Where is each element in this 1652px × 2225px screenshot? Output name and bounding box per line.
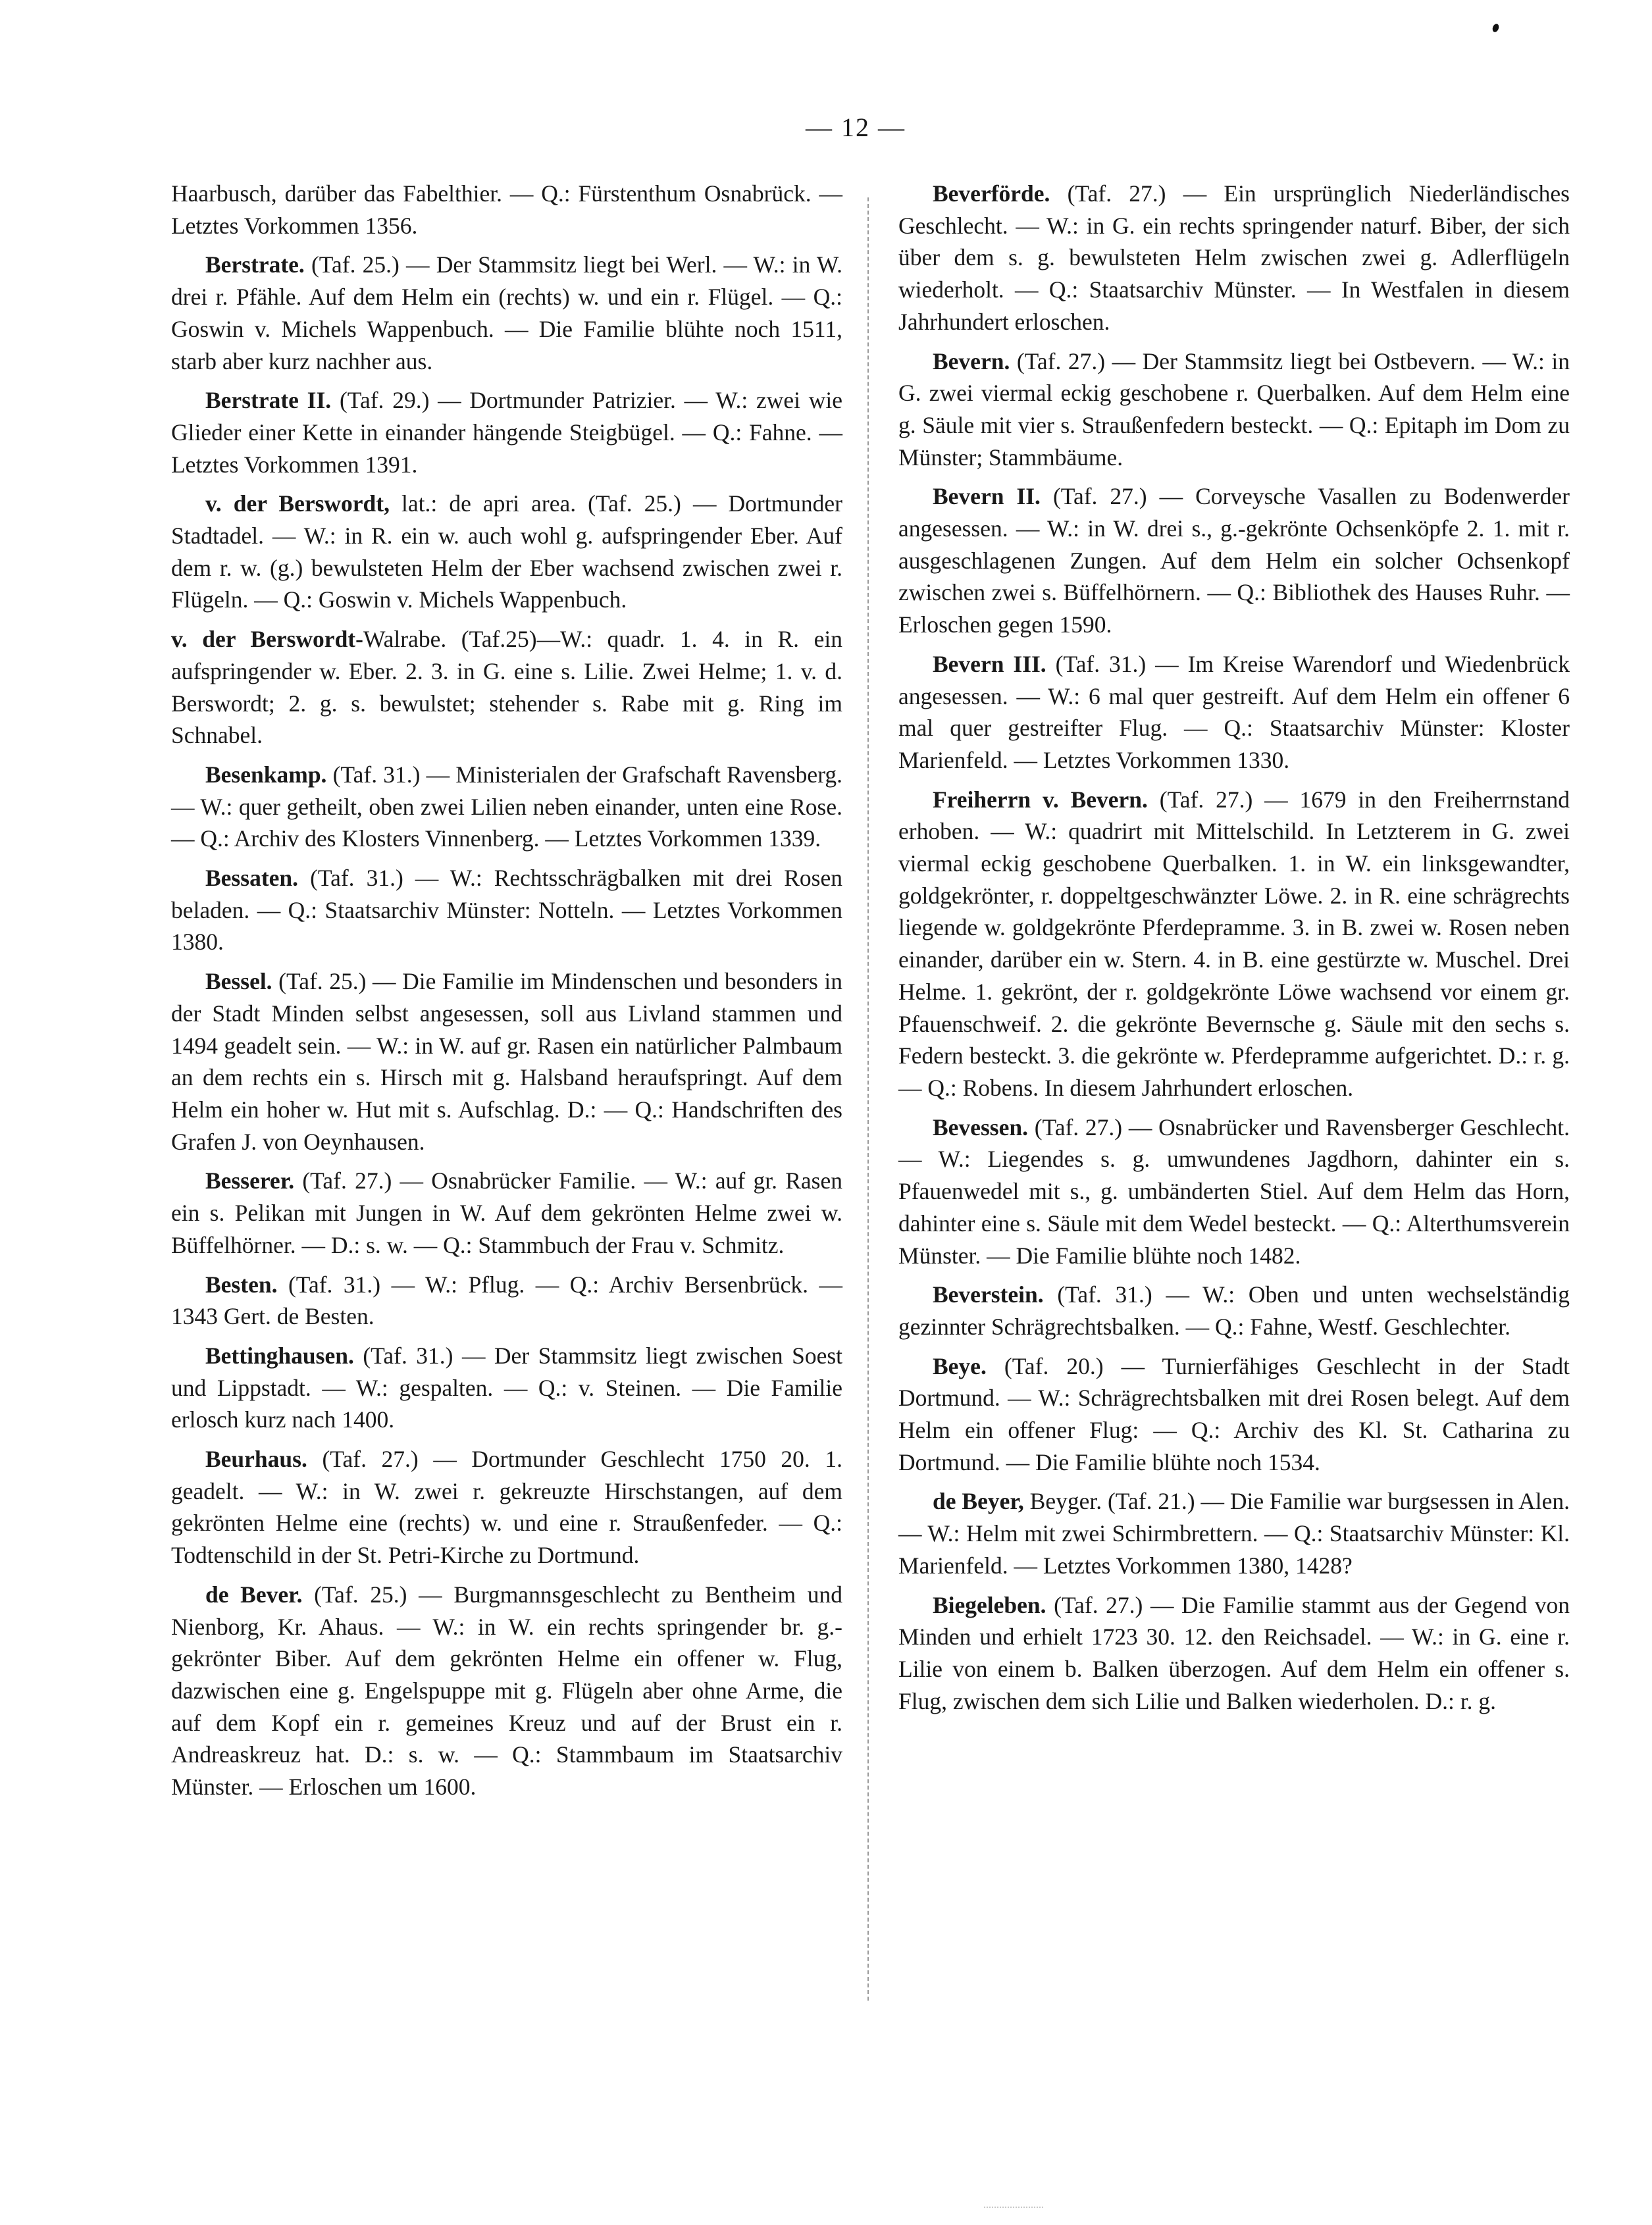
entry-text: (Taf. 27.) — Der Stammsitz liegt bei Ostbevern. — W.: in G. zwei viermal eckig geschobene r. Querbalken. Auf dem Helm eine g. Säule mit vier s. Straußenfedern besteckt. — Q.: Epitaph im Dom zu Münster; Stammbäume.: [898, 347, 1570, 471]
entry-text: (Taf. 25.) — Burgmannsgeschlecht zu Bentheim und Nienborg, Kr. Ahaus. — W.: in W. ein rechts springender br. g.-gekrönter Biber. Auf dem gekrönten Helme ein offener w. Flug, dazwischen eine g. Engelspuppe mit g. Flügeln aber ohne Arme, die auf dem Kopf ein r. gemeines Kreuz und auf der Brust ein r. Andreaskreuz hat. D.: s. w. — Q.: Stammbaum im Staatsarchiv Münster. — Erloschen um 1600.: [171, 1581, 842, 1801]
entry-headword: Bettinghausen.: [205, 1342, 354, 1369]
entry: [171, 965, 842, 1158]
entry: [171, 759, 842, 855]
entry: Haarbusch, darüber das Fabelthier. — Q.: Fürstenthum Osnabrück. — Letztes Vorkommen 1356.: [171, 180, 842, 239]
entry-headword: Besenkamp.: [205, 761, 327, 788]
entry-headword: Bevern II.: [933, 483, 1041, 510]
entry: [171, 488, 842, 616]
faint-mark: [984, 2207, 1043, 2212]
entry-text: lat.: de apri area. (Taf. 25.) — Dortmunder Stadtadel. — W.: in R. ein w. auch wohl g. aufspringender Eber. Auf dem r. w. (g.) bewulsteten Helm der Eber wachsend zwischen zwei r. Flügeln. — Q.: Goswin v. Michels Wappenbuch.: [171, 490, 843, 613]
entry: [898, 1485, 1570, 1581]
entry: [171, 249, 842, 377]
entry-text: (Taf. 31.) — Im Kreise Warendorf und Wiedenbrück angesessen. — W.: 6 mal quer gestreift. Auf dem Helm ein offener 6 mal quer gestreifter Flug. — Q.: Staatsarchiv Münster: Kloster Marienfeld. — Letztes Vorkommen 1330.: [898, 650, 1570, 773]
entry-headword: Bessel.: [205, 968, 272, 995]
entry-text: (Taf. 31.) — Der Stammsitz liegt zwischen Soest und Lippstadt. — W.: gespalten. — Q.: v. Steinen. — Die Familie erlosch kurz nach 1400.: [171, 1342, 843, 1433]
entry-text: (Taf. 25.) — Die Familie im Mindenschen und besonders in der Stadt Minden selbst angesessen, soll aus Livland stammen und 1494 geadelt sein. — W.: in W. auf gr. Rasen ein natürlicher Palmbaum an dem rechts ein s. Hirsch mit g. Halsband heraufspringt. Auf dem Helm ein hoher w. Hut mit s. Aufschlag. D.: — Q.: Handschriften des Grafen J. von Oeynhausen.: [171, 968, 843, 1155]
entry: [171, 384, 842, 480]
entry-headword: Bevessen.: [933, 1113, 1028, 1140]
entry-text: (Taf. 31.) — W.: Rechtsschrägbalken mit drei Rosen beladen. — Q.: Staatsarchiv Münster: Notteln. — Letztes Vorkommen 1380.: [171, 865, 843, 956]
entry-headword: Berstrate.: [205, 251, 305, 278]
entry-text: (Taf. 27.) — Dortmunder Geschlecht 1750 20. 1. geadelt. — W.: in W. zwei r. gekreuzte Hirschstangen, auf dem gekrönten Helme eine (rechts) w. und eine r. Straußenfeder. — Q.: Todtenschild in der St. Petri-Kirche zu Dortmund.: [171, 1446, 842, 1569]
entry-headword: v. der Berswordt,: [205, 490, 390, 517]
entry-headword: Beurhaus.: [205, 1446, 307, 1473]
entry-text: (Taf. 31.) — W.: Pflug. — Q.: Archiv Bersenbrück. — 1343 Gert. de Besten.: [171, 1271, 842, 1330]
ink-mark: [1491, 23, 1500, 33]
entry-text: (Taf. 27.) — Osnabrücker und Ravensberger Geschlecht. — W.: Liegendes s. g. umwundenes Jagdhorn, dahinter ein s. Pfauenwedel mit s., g. umbänderten Stiel. Auf dem Helm das Horn, dahinter eine s. Säule mit dem Wedel besteckt. — Q.: Alterthumsverein Münster. — Die Familie blühte noch 1482.: [898, 1113, 1570, 1269]
entry: [898, 1350, 1570, 1479]
entry-headword: Bevern.: [933, 347, 1010, 374]
page-number: — 12 —: [806, 113, 906, 142]
column-divider: [867, 197, 869, 2001]
right-column: [898, 178, 1570, 1724]
entry-text: (Taf. 20.) — Turnierfähiges Geschlecht in der Stadt Dortmund. — W.: Schrägrechtsbalken mit drei Rosen belegt. Auf dem Helm ein offener Flug: — Q.: Archiv des Kl. St. Catharina zu Dortmund. — Die Familie blühte noch 1534.: [898, 1352, 1570, 1475]
entry-headword: de Bever.: [205, 1581, 303, 1608]
entry: [171, 1165, 842, 1261]
entry: [898, 784, 1570, 1104]
entry-text: (Taf. 27.) — Corveysche Vasallen zu Bodenwerder angesessen. — W.: in W. drei s., g.-gekrönte Ochsenköpfe 2. 1. mit r. ausgeschlagenen Zungen. Auf dem Helm ein solcher Ochsenkopf zwischen zwei s. Büffelhörnern. — Q.: Bibliothek des Hauses Ruhr. — Erloschen gegen 1590.: [898, 483, 1570, 638]
entry-headword: Beverstein.: [933, 1281, 1044, 1308]
entry-headword: v. der Berswordt-: [171, 626, 363, 653]
entry-headword: Besten.: [205, 1271, 278, 1298]
entry: [898, 480, 1570, 641]
entry-headword: Biegeleben.: [933, 1591, 1046, 1618]
entry-text: (Taf. 27.) — Die Familie stammt aus der Gegend von Minden und erhielt 1723 30. 12. den Reichsadel. — W.: in G. eine r. Lilie von einem b. Balken überzogen. Auf dem Helm ein offener s. Flug, zwischen dem sich Lilie und Balken wiederholen. D.: r. g.: [898, 1591, 1570, 1714]
entry: [898, 648, 1570, 777]
entry-headword: Bevern III.: [933, 650, 1046, 677]
entry: [171, 1269, 842, 1333]
entry-headword: Besserer.: [205, 1167, 295, 1194]
entry-text: (Taf. 27.) — Osnabrücker Familie. — W.: auf gr. Rasen ein s. Pelikan mit Jungen in W. Auf dem gekrönten Helme zwei w. Büffelhörner. — D.: s. w. — Q.: Stammbuch der Frau v. Schmitz.: [171, 1167, 843, 1258]
entry: [898, 178, 1570, 338]
entry-headword: Berstrate II.: [205, 387, 332, 414]
entry: [171, 623, 842, 752]
entry-headword: Bessaten.: [205, 865, 299, 892]
entry-headword: de Beyer,: [933, 1488, 1024, 1515]
entry: [898, 1279, 1570, 1343]
entry-headword: Beye.: [933, 1352, 987, 1379]
entry: [171, 1443, 842, 1572]
entry-text: (Taf. 29.) — Dortmunder Patrizier. — W.: zwei wie Glieder einer Kette in einander hängende Steigbügel. — Q.: Fahne. — Letztes Vorkommen 1391.: [171, 387, 843, 478]
entry-text: Beyger. (Taf. 21.) — Die Familie war burgsessen in Alen. — W.: Helm mit zwei Schirmbrettern. — Q.: Staatsarchiv Münster: Kl. Marienfeld. — Letztes Vorkommen 1380, 1428?: [898, 1488, 1570, 1579]
entry-headword: Beverförde.: [933, 180, 1050, 207]
entry: [898, 1589, 1570, 1718]
entry: [898, 1112, 1570, 1272]
entry-text: (Taf. 27.) — 1679 in den Freiherrnstand erhoben. — W.: quadrirt mit Mittelschild. In Letzterem in G. zwei viermal eckig geschobene Querbalken. 1. in W. ein linksgewandter, goldgekrönter, r. doppeltgeschwänzter Löwe. 2. in R. eine schrägrechts liegende w. goldgekrönte Pferdepramme. 3. in B. zwei w. Rosen neben einander, darüber ein w. Stern. 4. in B. eine gestürzte w. Muschel. Drei Helme. 1. gekrönt, der r. goldgekrönte Löwe wachsend vor einem gr. Pfauenschweif. 2. die gekrönte Bevernsche g. Säule mit den sechs s. Federn besteckt. 3. die gekrönte w. Pferdepramme aufgerichtet. D.: r. g. — Q.: Robens. In diesem Jahrhundert erloschen.: [898, 786, 1570, 1101]
entry-headword: Freiherrn v. Bevern.: [933, 786, 1148, 813]
entry: [171, 862, 842, 958]
entry: [171, 1340, 842, 1436]
left-column: [171, 178, 842, 1810]
entry-text: (Taf. 31.) — Ministerialen der Grafschaft Ravensberg. — W.: quer getheilt, oben zwei Lilien neben einander, unten eine Rose. — Q.: Archiv des Klosters Vinnenberg. — Letztes Vorkommen 1339.: [171, 761, 842, 852]
entry-text: Walrabe. (Taf.25)—W.: quadr. 1. 4. in R. ein aufspringender w. Eber. 2. 3. in G. eine s. Lilie. Zwei Helme; 1. v. d. Berswordt; 2. g. s. bewulstet; stehender s. Rabe mit g. Ring im Schnabel.: [171, 626, 842, 749]
entry-text: (Taf. 31.) — W.: Oben und unten wechselständig gezinnter Schrägrechtsbalken. — Q.: Fahne, Westf. Geschlechter.: [898, 1281, 1570, 1340]
entry-text: (Taf. 25.) — Der Stammsitz liegt bei Werl. — W.: in W. drei r. Pfähle. Auf dem Helm ein (rechts) w. und ein r. Flügel. — Q.: Goswin v. Michels Wappenbuch. — Die Familie blühte noch 1511, starb aber kurz nachher aus.: [171, 251, 842, 374]
entry-text: (Taf. 27.) — Ein ursprünglich Niederländisches Geschlecht. — W.: in G. ein rechts springender naturf. Biber, der sich über dem s. g. bewulsteten Helm zwischen zwei g. Adlerflügeln wiederholt. — Q.: Staatsarchiv Münster. — In Westfalen in diesem Jahrhundert erloschen.: [898, 180, 1570, 335]
entry: [898, 345, 1570, 474]
entry: [171, 1579, 842, 1803]
